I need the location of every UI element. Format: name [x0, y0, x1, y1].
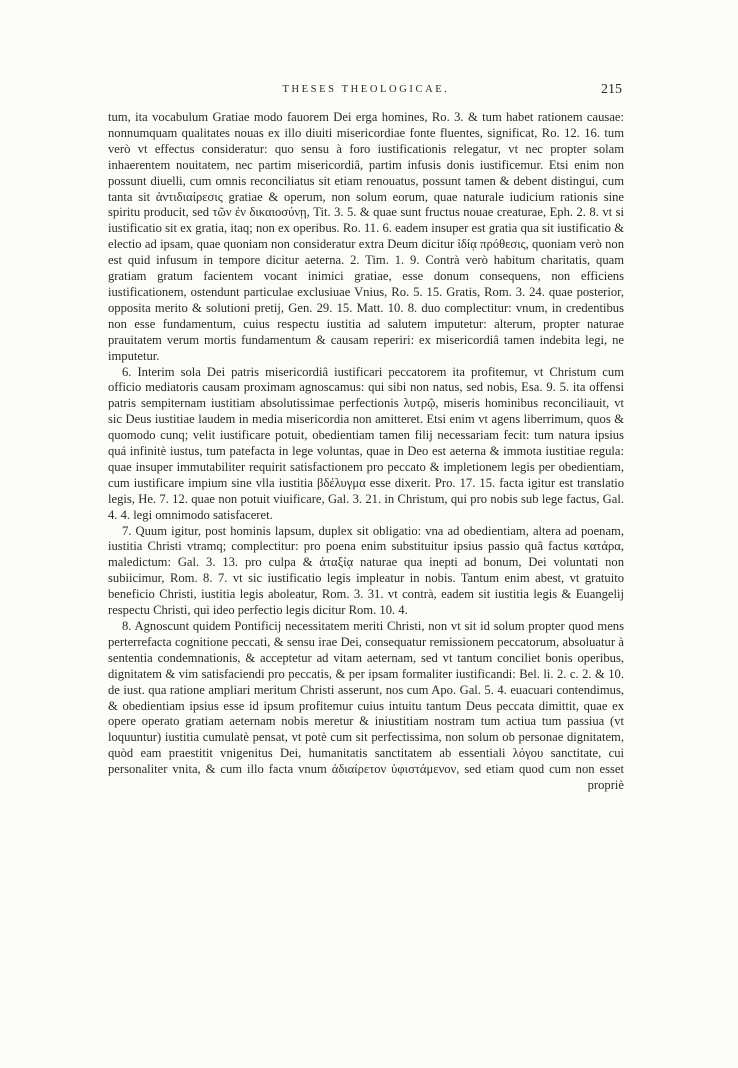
running-head [108, 82, 624, 102]
page-number: 215 [601, 82, 622, 97]
paragraph-8: 8. Agnoscunt quidem Pontificij necessitatem meriti Christi, non vt sit id solum propter quod mens perterrefacta cognitione peccati, & sensu irae Dei, consequatur remissionem peccatorum, absoluatur à sententia condemnationis, & acceptetur ad vitam aeternam, sed vt tantum conciliet bonis operibus, dignitatem & vim satisfaciendi pro peccatis, & per ipsam formaliter iustificandi: Bel. li. 2. c. 2. & 10. de iust. qua ratione ampliari meritum Christi asserunt, nos cum Apo. Gal. 5. 4. euacuari contendimus, & obedientiam ipsius esse id ipsum profitemur cuius intuitu tantum Deus peccata dimittit, quae ex opere operato gratiam aeternam nobis meretur & iniustitiam nostram tum actiua tum passiua (vt loquuntur) iustitia cumulatè pensat, vt potè cum sit perfectissima, non solum ob personae dignitatem, quòd eam praestitit vnigenitus Dei, humanitatis sanctitatem ab essentiali λόγου sanctitate, cui personaliter vnita, & cum illo facta vnum ἀδιαίρετον ὑφιστάμενον, sed etiam quod cum non esset propriè [108, 619, 624, 793]
paragraph-6: 6. Interim sola Dei patris misericordiâ iustificari peccatorem ita profitemur, vt Christum cum officio mediatoris causam proximam agnoscamus: qui sibi non natus, sed nobis, Esa. 9. 5. ita offensi patris sempiternam iustitiam absolutissimae perfectionis λυτρῷ, miseris hominibus reconciliauit, vt sic Deus iustitiae laudem in media misericordia non amitteret. Etsi enim vt agens liberrimum, quos & quomodo cunq; velit iustificare potuit, obedientiam tamen filij necessariam fecit: tum natura ipsius quá infinitè iustus, tum patefacta in lege voluntas, quae in Deo est aeterna & immota iustitiae regula: quae insuper immutabiliter requirit satisfactionem pro peccato & impletionem legis per obedientiam, cum iustificare impium sine vlla iustitia βδέλυγμα esse dixerit. Pro. 17. 15. facta igitur est translatio legis, He. 7. 12. quae non potuit viuificare, Gal. 3. 21. in Christum, qui pro nobis sub lege factus, Gal. 4. 4. legi omnimodo satisfaceret. [108, 364, 624, 522]
paragraph-continued: tum, ita vocabulum Gratiae modo fauorem Dei erga homines, Ro. 3. & tum habet rationem causae: nonnumquam qualitates nouas ex illo diuiti misericordiae fonte fluentes, significat, Ro. 12. 16. tum verò vt effectus consideratur: quo sensu à foro iustificationis relegatur, vt nec propter solam inhaerentem nouitatem, nec partim misericordiâ, partim infusis donis iustificemur. Etsi enim non possunt diuelli, cum omnis reconciliatus sit etiam renouatus, possunt tamen & debent distingui, cum tanta sit ἀντιδιαίρεσις gratiae & operum, non solum eorum, quae naturale iudicium rationis sine spiritu producit, sed τῶν ἐν δικαιοσύνῃ, Tit. 3. 5. & quae sunt fructus nouae creaturae, Eph. 2. 8. vt si iustificatio sit ex gratia, itaq; non ex operibus. Ro. 11. 6. eadem insuper est gratia qua sit iustificatio & electio ad ipsam, quae quoniam non consideratur extra Deum dicitur ἰδίᾳ πρόθεσις, quoniam verò non est quid infusum in tempore dicitur aeterna. 2. Tim. 1. 9. Contrà verò habitum charitatis, quam gratiam gratum facientem vocant inimici gratiae, esse donum consequens, non efficiens iustificationem, ostendunt particulae exclusiuae Vnius, Ro. 5. 15. Gratis, Rom. 3. 24. quae posterior, opposita merito & solutioni pretij, Gen. 29. 15. Matt. 10. 8. duo complectitur: vnum, in credentibus non esse fundamentum, cuius respectu iustitia ad salutem imputetur: alterum, propter naturae prauitatem verum mortis fundamentum & causam reperiri: ex misericordiâ tamen indebita legi, ne imputetur. [108, 110, 624, 363]
body-text [108, 110, 624, 794]
paragraph-7: 7. Quum igitur, post hominis lapsum, duplex sit obligatio: vna ad obedientiam, altera ad poenam, iustitia Christi vtramq; complectitur: pro poena enim substituitur ipsius passio quâ factus κατάρα, maledictum: Gal. 3. 13. pro culpa & ἀταξίᾳ naturae qua inepti ad bonum, Dei voluntati non subiicimur, Rom. 8. 7. vt sic iustificatio legis impleatur in nobis. Tantum enim abest, vt gratuito beneficio Christi, iustitia legis aboleatur, Rom. 3. 31. vt contrà, eadem sit iustitia legis & Euangelij respectu Christi, qui ideo perfectio legis dicitur Rom. 10. 4. [108, 523, 624, 618]
running-title: THESES THEOLOGICAE. [282, 84, 450, 95]
